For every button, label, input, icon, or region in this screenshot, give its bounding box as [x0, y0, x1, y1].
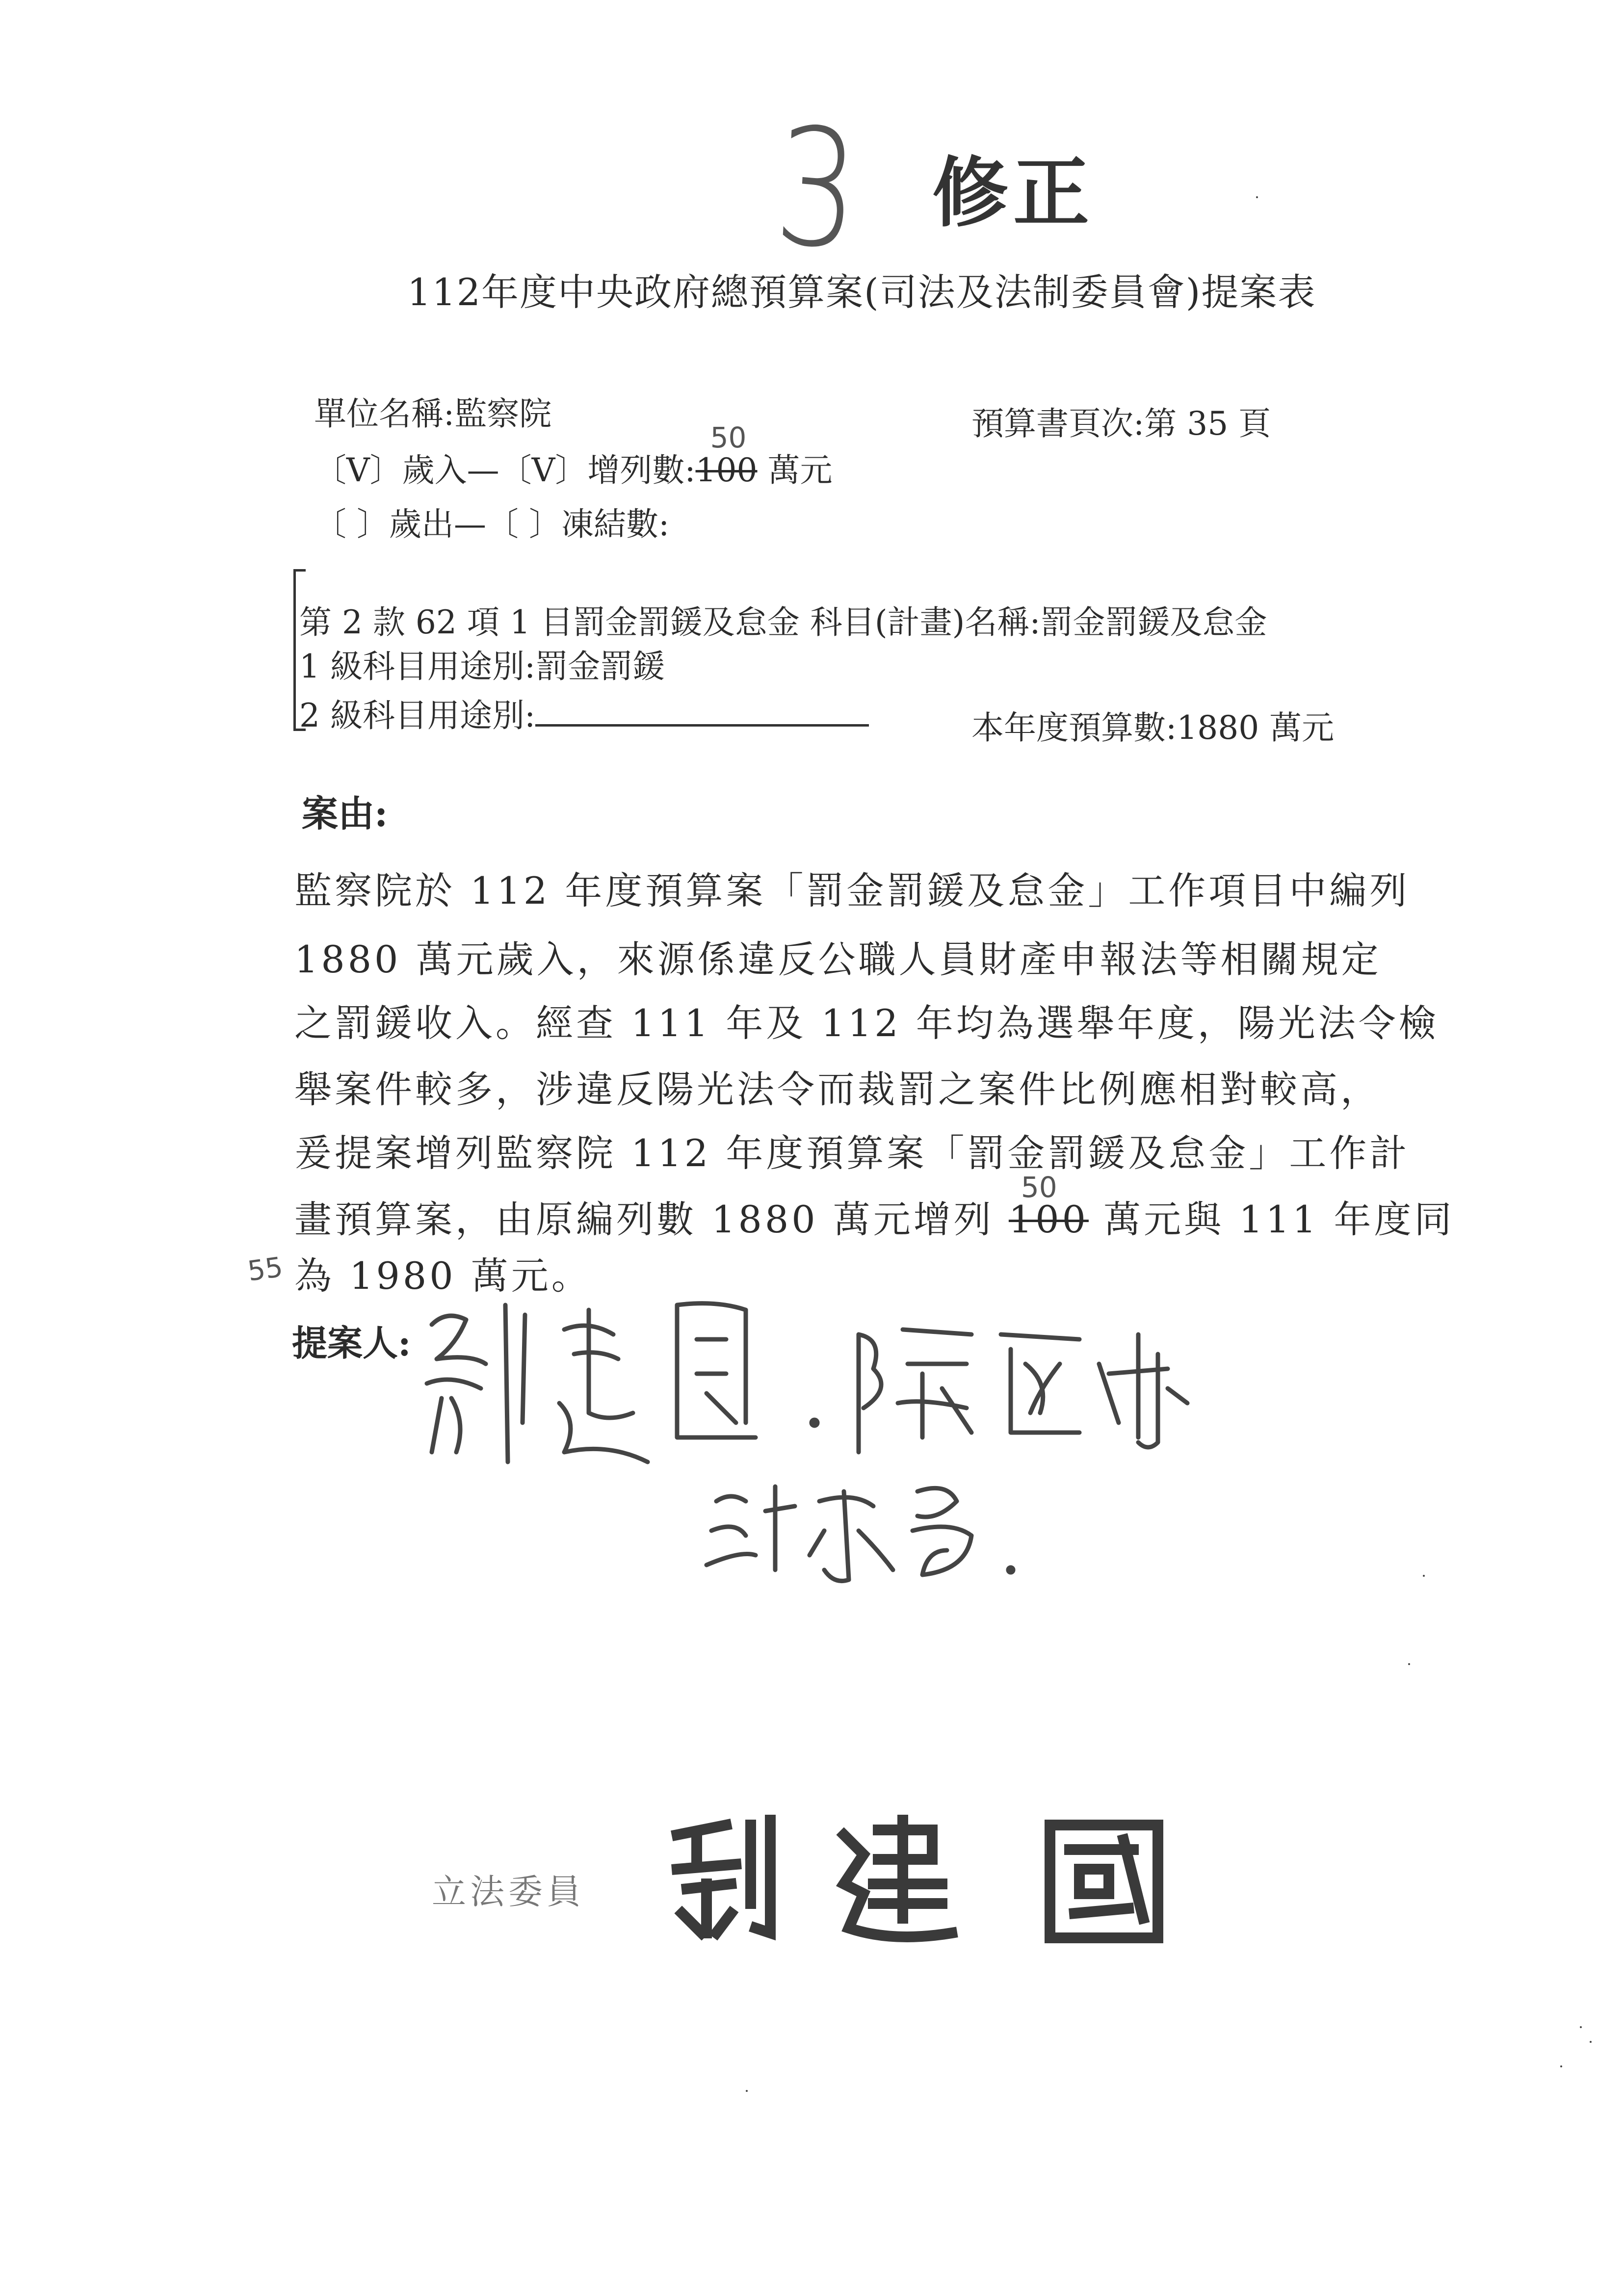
expenditure-line: 〔 〕歲出—〔 〕凍結數:: [314, 505, 670, 543]
item-level1-usage: 1 級科目用途別:罰金罰鍰: [299, 648, 665, 685]
revenue-prefix: 〔V〕歲入—〔V〕增列數:: [314, 451, 696, 489]
reason-label: 案由:: [302, 793, 388, 835]
budget-this-year: 本年度預算數:1880 萬元: [971, 709, 1335, 747]
proposer-label: 提案人:: [292, 1322, 411, 1364]
reason-line: 監察院於 112 年度預算案「罰金罰鍰及怠金」工作項目中編列: [294, 869, 1410, 913]
reason-line: 1880 萬元歲入，來源係違反公職人員財產申報法等相關規定: [294, 938, 1382, 981]
name-stamp: [667, 1805, 1207, 1953]
reason-line: 爰提案增列監察院 112 年度預算案「罰金罰鍰及怠金」工作計: [294, 1131, 1410, 1175]
scan-speck: [1560, 2065, 1562, 2067]
unit-name: 單位名稱:監察院: [314, 395, 552, 433]
scan-speck: [1256, 196, 1258, 198]
reason-line-text: 萬元與 111 年度同: [1088, 1198, 1455, 1241]
struck-original-amount: 100: [695, 451, 758, 489]
handwritten-revised-amount: 50: [1021, 1171, 1057, 1204]
handwritten-revised-amount: 50: [710, 421, 747, 454]
scan-speck: [1423, 1575, 1425, 1577]
struck-original-amount: 100: [1008, 1198, 1089, 1241]
handwritten-signatures: [402, 1276, 1335, 1658]
form-title: 112年度中央政府總預算案(司法及法制委員會)提案表: [407, 270, 1316, 314]
handwritten-item-number: 3: [770, 91, 864, 287]
item-account-line: 第 2 款 62 項 1 目罰金罰鍰及怠金 科目(計畫)名稱:罰金罰鍰及怠金: [299, 603, 1267, 641]
item-level2-label: 2 級科目用途別:: [299, 697, 536, 734]
item-level2-usage: [299, 689, 869, 736]
reason-line-text: 畫預算案，由原編列數 1880 萬元增列: [294, 1198, 1009, 1241]
scan-speck: [1590, 2041, 1592, 2043]
reason-line: [294, 1171, 1455, 1243]
scan-speck: [1408, 1663, 1410, 1665]
handwritten-margin-note: 55: [245, 1251, 285, 1288]
reason-line: 之罰鍰收入。經查 111 年及 112 年均為選舉年度，陽光法令檢: [294, 1001, 1439, 1045]
budget-page-reference: 預算書頁次:第 35 頁: [971, 405, 1271, 443]
revenue-line: [314, 421, 833, 491]
scan-speck: [1580, 2026, 1582, 2028]
signature-2: [859, 1330, 1187, 1452]
scan-speck: [746, 2090, 748, 2092]
reason-line: 舉案件較多，涉違反陽光法令而裁罰之案件比例應相對較高，: [294, 1068, 1381, 1111]
revised-label: 修正: [932, 148, 1094, 237]
stamp-title: 立法委員: [432, 1872, 585, 1912]
signature-1: [427, 1304, 756, 1462]
reason-line: 為 1980 萬元。: [294, 1254, 592, 1298]
blank-fill-line: [535, 697, 869, 727]
signature-3: [707, 1487, 1013, 1581]
revenue-unit: 萬元: [767, 451, 833, 489]
